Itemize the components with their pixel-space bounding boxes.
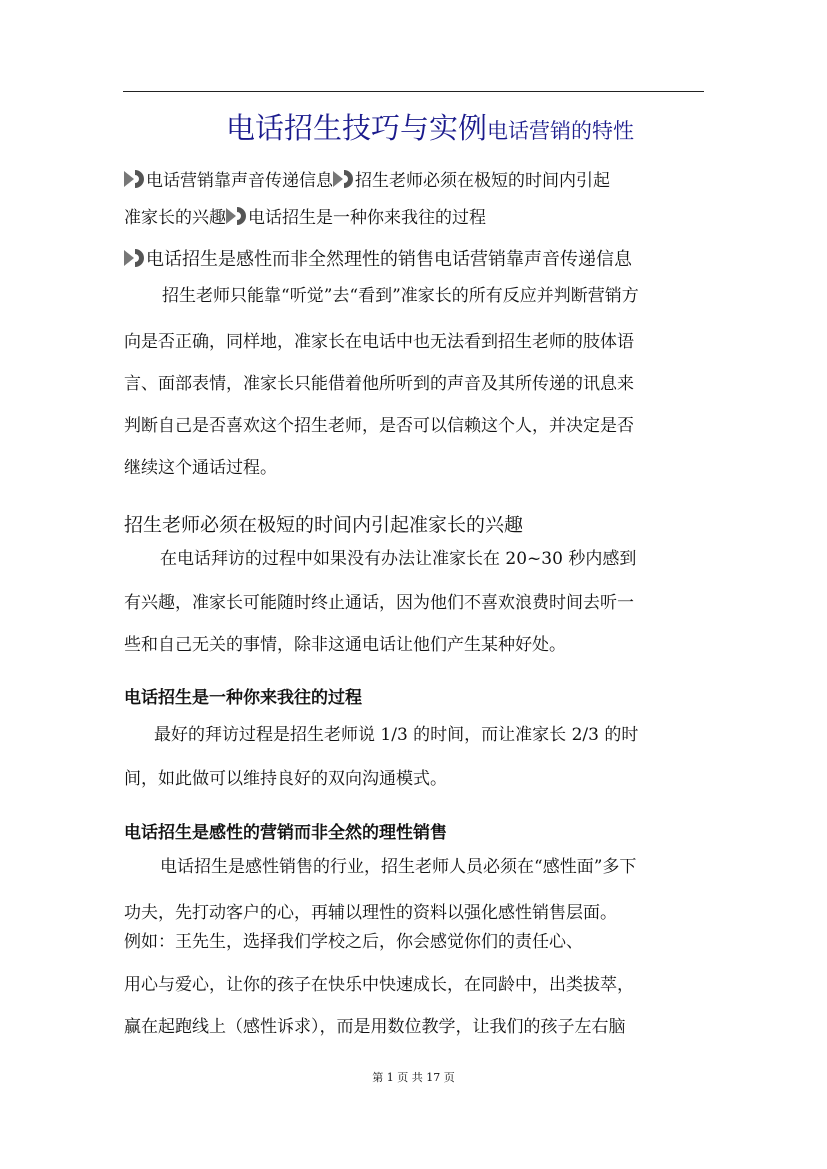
bullet-text: 招生老师必须在极短的时间内引起 xyxy=(355,171,610,191)
paragraph-line: 些和自己无关的事情，除非这通电话让他们产生某种好处。 xyxy=(124,635,566,655)
paragraph-line: 在电话拜访的过程中如果没有办法让准家长在 20~30 秒内感到 xyxy=(160,549,637,569)
arrow-bullet-icon xyxy=(226,205,248,227)
section-heading: 电话招生是一种你来我往的过程 xyxy=(124,688,362,708)
paragraph-line: 赢在起跑线上（感性诉求），而是用数位教学，让我们的孩子左右脑 xyxy=(124,1017,626,1037)
paragraph-line: 例如：王先生，选择我们学校之后，你会感觉你们的责任心、 xyxy=(124,932,583,952)
section-heading: 招生老师必须在极短的时间内引起准家长的兴趣 xyxy=(124,514,524,536)
bullet-text: 电话招生是一种你来我往的过程 xyxy=(248,208,486,228)
paragraph-line: 向是否正确，同样地，准家长在电话中也无法看到招生老师的肢体语 xyxy=(124,332,634,352)
document-title xyxy=(226,106,634,147)
bullet-text: 电话招生是感性而非全然理性的销售电话营销靠声音传递信息 xyxy=(146,249,632,270)
bullet-line-2 xyxy=(124,203,486,228)
bullet-item xyxy=(124,166,333,191)
paragraph-line: 有兴趣，准家长可能随时终止通话，因为他们不喜欢浪费时间去听一 xyxy=(124,593,634,613)
paragraph-line: 言、面部表情，准家长只能借着他所听到的声音及其所传递的讯息来 xyxy=(124,374,634,394)
paragraph-line: 电话招生是感性销售的行业，招生老师人员必须在“感性面”多下 xyxy=(160,857,637,877)
header-rule xyxy=(123,91,704,92)
bullet-item xyxy=(226,203,486,228)
bullet-line-3 xyxy=(124,245,632,271)
bullet-item xyxy=(333,166,610,191)
title-sub: 电话营销的特性 xyxy=(487,119,635,143)
paragraph-line: 功夫，先打动客户的心，再辅以理性的资料以强化感性销售层面。 xyxy=(124,903,617,923)
paragraph-line: 招生老师只能靠“听觉”去“看到”准家长的所有反应并判断营销方 xyxy=(162,286,639,306)
paragraph-line: 用心与爱心，让你的孩子在快乐中快速成长，在同龄中，出类拔萃， xyxy=(124,975,634,995)
bullet-text: 电话营销靠声音传递信息 xyxy=(146,171,333,191)
bullet-text-continued: 准家长的兴趣 xyxy=(124,208,226,228)
paragraph-line: 间，如此做可以维持良好的双向沟通模式。 xyxy=(124,769,447,789)
arrow-bullet-icon xyxy=(333,168,355,190)
paragraph-line: 最好的拜访过程是招生老师说 1/3 的时间，而让准家长 2/3 的时 xyxy=(154,725,639,745)
bullet-item xyxy=(124,245,632,271)
arrow-bullet-icon xyxy=(124,247,146,269)
title-main: 电话招生技巧与实例 xyxy=(226,111,488,145)
paragraph-line: 判断自己是否喜欢这个招生老师，是否可以信赖这个人，并决定是否 xyxy=(124,416,634,436)
page-footer: 第 1 页 共 17 页 xyxy=(372,1071,455,1084)
section-heading: 电话招生是感性的营销而非全然的理性销售 xyxy=(124,823,447,843)
paragraph-line: 继续这个通话过程。 xyxy=(124,458,277,478)
arrow-bullet-icon xyxy=(124,168,146,190)
bullet-line-1 xyxy=(124,166,610,191)
